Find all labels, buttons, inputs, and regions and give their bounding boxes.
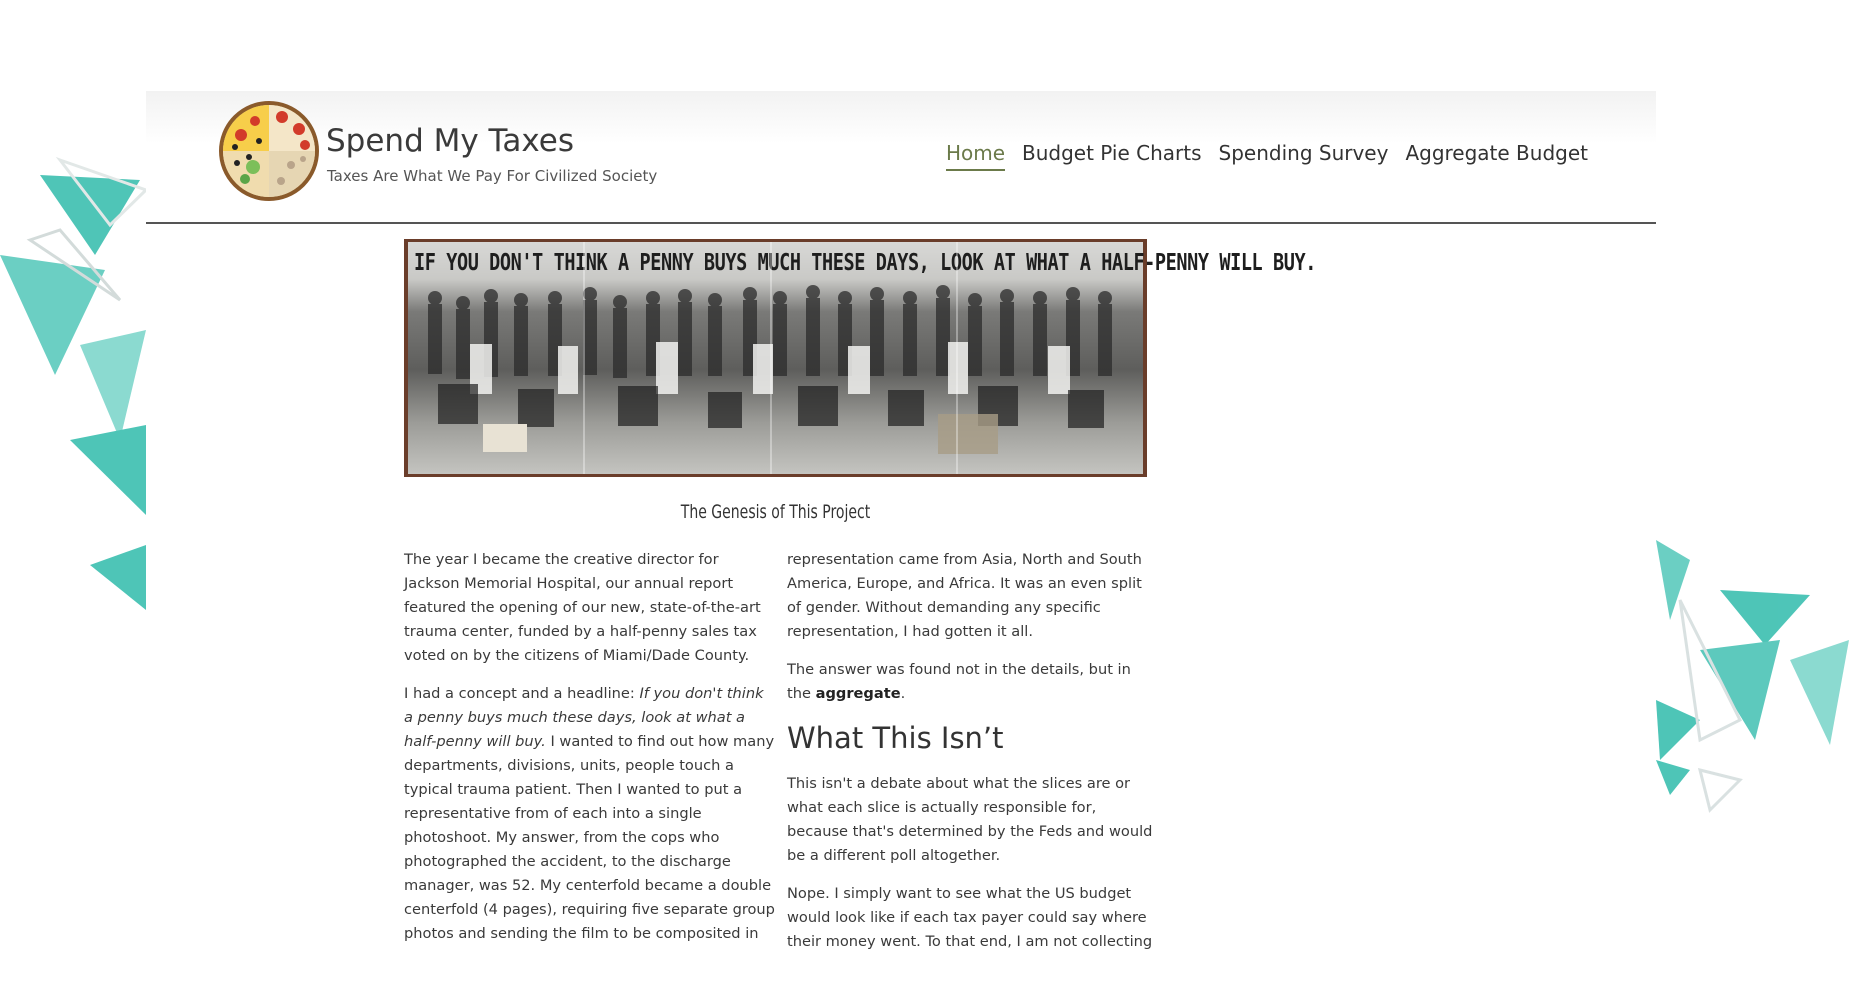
page-container	[146, 91, 1656, 949]
section-title-genesis: The Genesis of This Project	[680, 501, 871, 523]
nav-home[interactable]: Home	[946, 141, 1005, 171]
group-photo-people	[408, 274, 1143, 474]
paragraph-body: I wanted to find out how many departments, divisions, units, people touch a typical trauma patient. Then I wanted to put a representative from of each into a single photoshoot. My answer, from the cops who photographed the accident, to the discharge manager, was 52. My centerfold became a double centerfold (4 pages), requiring five separate group photos and sending the film to be composited in	[404, 733, 775, 942]
nav-aggregate-budget[interactable]: Aggregate Budget	[1405, 141, 1588, 165]
paragraph: This isn't a debate about what the slices are or what each slice is actually responsible for, because that's determined by the Feds and would be a different poll altogether.	[787, 775, 1153, 864]
hero-image	[404, 239, 1316, 477]
paragraph	[787, 658, 1159, 706]
fold-line	[956, 242, 958, 474]
headline-quote: If you don't think a penny buys much these days, look at what a half-penny will buy.	[404, 685, 764, 750]
hero-photo	[408, 242, 1316, 474]
paragraph-end: .	[900, 685, 906, 702]
main-nav	[946, 141, 1588, 171]
hero-headline: IF YOU DON'T THINK A PENNY BUYS MUCH THESE DAYS, LOOK AT WHAT A HALF-PENNY WILL BUY.	[414, 250, 1316, 277]
site-header	[146, 91, 1656, 224]
paragraph	[404, 682, 776, 946]
fold-line	[583, 242, 585, 474]
paragraph-intro: The answer was found not in the details, but in the	[787, 661, 1131, 702]
paragraph-intro: I had a concept and a headline:	[404, 685, 640, 702]
paragraph: representation came from Asia, North and South America, Europe, and Africa. It was an even split of gender. Without demanding any specific representation, I had gotten it all.	[787, 551, 1142, 640]
pizza-pie-logo-icon[interactable]	[219, 97, 319, 205]
nav-budget-pie-charts[interactable]: Budget Pie Charts	[1022, 141, 1202, 165]
aggregate-emphasis: aggregate	[815, 685, 901, 702]
site-tagline: Taxes Are What We Pay For Civilized Society	[327, 167, 658, 185]
fold-line	[770, 242, 772, 474]
paragraph: The year I became the creative director for Jackson Memorial Hospital, our annual report featured the opening of our new, state-of-the-art trauma center, funded by a half-penny sales tax voted on by the citizens of Miami/Dade County.	[404, 551, 761, 664]
paragraph: Nope. I simply want to see what the US budget would look like if each tax payer could say where their money went. To that end, I am not collecting	[787, 885, 1153, 950]
site-title[interactable]: Spend My Taxes	[326, 123, 574, 159]
nav-spending-survey[interactable]: Spending Survey	[1218, 141, 1389, 165]
article-column-left	[404, 548, 776, 960]
heading-what-this-isnt: What This Isn’t	[787, 721, 1004, 755]
article-column-right	[787, 548, 1159, 968]
